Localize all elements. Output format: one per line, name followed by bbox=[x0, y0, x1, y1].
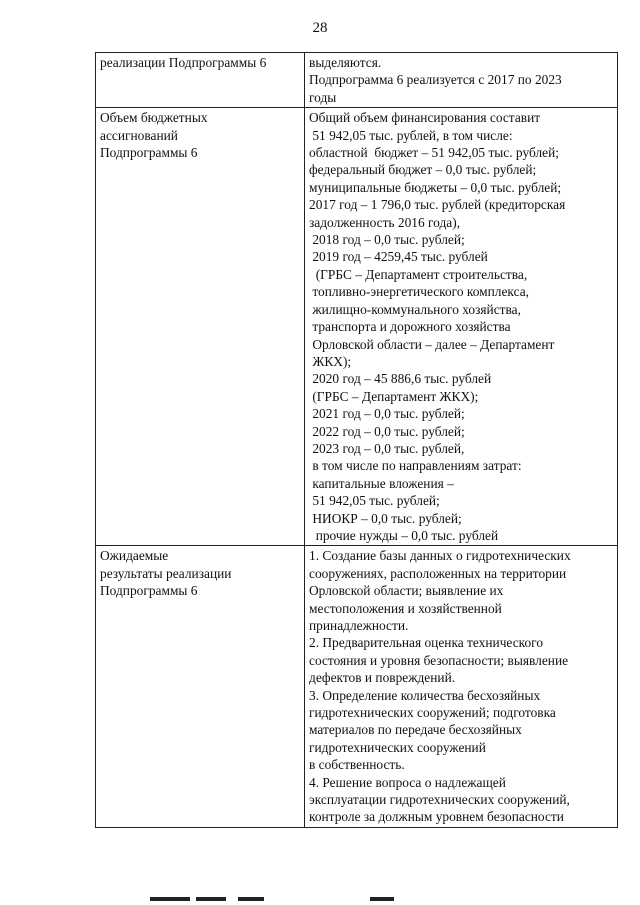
passport-table-body bbox=[96, 53, 618, 828]
table-row bbox=[96, 108, 618, 546]
value-line: Подпрограмма 6 реализуется с 2017 по 2023 bbox=[309, 72, 562, 88]
value-line: 2018 год – 0,0 тыс. рублей; bbox=[309, 232, 465, 248]
value-line: федеральный бюджет – 0,0 тыс. рублей; bbox=[309, 162, 537, 178]
label-line: ассигнований bbox=[100, 127, 178, 143]
value-line: в том числе по направлениям затрат: bbox=[309, 458, 522, 474]
value-line: ЖКХ); bbox=[309, 353, 352, 369]
value-line: 2020 год – 45 886,6 тыс. рублей bbox=[309, 371, 492, 387]
value-line: местоположения и хозяйственной bbox=[309, 600, 502, 616]
row-value-cell bbox=[305, 53, 618, 108]
value-line: 2. Предварительная оценка технического bbox=[309, 635, 544, 651]
value-line: 2019 год – 4259,45 тыс. рублей bbox=[309, 249, 488, 265]
value-line: 51 942,05 тыс. рублей, в том числе: bbox=[309, 127, 513, 143]
label-line: Ожидаемые bbox=[100, 548, 169, 564]
value-line: 1. Создание базы данных о гидротехнических bbox=[309, 548, 571, 564]
value-line: 2022 год – 0,0 тыс. рублей; bbox=[309, 423, 465, 439]
value-line: сооружениях, расположенных на территории bbox=[309, 565, 567, 581]
scan-edge-mark bbox=[150, 897, 190, 901]
value-line: областной бюджет – 51 942,05 тыс. рублей; bbox=[309, 145, 559, 161]
page-number: 28 bbox=[312, 20, 328, 36]
value-line: гидротехнических сооружений; подготовка bbox=[309, 705, 556, 721]
value-line: дефектов и повреждений. bbox=[309, 670, 456, 686]
row-label-cell bbox=[96, 53, 305, 108]
value-line: состояния и уровня безопасности; выявление bbox=[309, 652, 569, 668]
row-value-cell bbox=[305, 546, 618, 828]
value-line: материалов по передаче бесхозяйных bbox=[309, 722, 522, 738]
value-line: Орловской области – далее – Департамент bbox=[309, 336, 555, 352]
value-line: контроле за должным уровнем безопасности bbox=[309, 809, 564, 825]
scan-edge-mark bbox=[196, 897, 226, 901]
label-line: Подпрограммы 6 bbox=[100, 583, 198, 599]
value-line: 3. Определение количества бесхозяйных bbox=[309, 687, 541, 703]
value-line: 51 942,05 тыс. рублей; bbox=[309, 493, 440, 509]
value-line: гидротехнических сооружений bbox=[309, 739, 486, 755]
label-line: Подпрограммы 6 bbox=[100, 145, 198, 161]
value-line: в собственность. bbox=[309, 757, 405, 773]
value-line: топливно-энергетического комплекса, bbox=[309, 284, 529, 300]
value-line: (ГРБС – Департамент ЖКХ); bbox=[309, 388, 479, 404]
scan-edge-mark bbox=[370, 897, 394, 901]
row-label-cell bbox=[96, 108, 305, 546]
value-line: (ГРБС – Департамент строительства, bbox=[309, 266, 528, 282]
value-line: принадлежности. bbox=[309, 618, 409, 633]
value-line: НИОКР – 0,0 тыс. рублей; bbox=[309, 510, 462, 526]
table-row bbox=[96, 53, 618, 108]
scan-edge-mark bbox=[238, 897, 264, 901]
value-line: Общий объем финансирования составит bbox=[309, 110, 541, 126]
value-line: капитальные вложения – bbox=[309, 475, 454, 491]
value-line: 4. Решение вопроса о надлежащей bbox=[309, 774, 506, 790]
value-line: 2023 год – 0,0 тыс. рублей, bbox=[309, 440, 465, 456]
value-line: эксплуатации гидротехнических сооружений, bbox=[309, 792, 570, 808]
row-label-cell bbox=[96, 546, 305, 828]
value-line: Орловской области; выявление их bbox=[309, 583, 504, 599]
value-line: транспорта и дорожного хозяйства bbox=[309, 319, 511, 335]
value-line: жилищно-коммунального хозяйства, bbox=[309, 301, 521, 317]
label-line: результаты реализации bbox=[100, 565, 232, 581]
value-line: муниципальные бюджеты – 0,0 тыс. рублей; bbox=[309, 179, 562, 195]
value-line: 2021 год – 0,0 тыс. рублей; bbox=[309, 406, 465, 422]
value-line: прочие нужды – 0,0 тыс. рублей bbox=[309, 527, 499, 543]
value-line: годы bbox=[309, 89, 337, 105]
row-value-cell bbox=[305, 108, 618, 546]
value-line: задолженность 2016 года), bbox=[309, 214, 461, 230]
label-line: Объем бюджетных bbox=[100, 110, 208, 126]
value-line: 2017 год – 1 796,0 тыс. рублей (кредиторская bbox=[309, 197, 566, 213]
table-row bbox=[96, 546, 618, 828]
value-line: выделяются. bbox=[309, 55, 382, 70]
label-line: реализации Подпрограммы 6 bbox=[100, 55, 267, 70]
subprogram-passport-table bbox=[95, 52, 618, 828]
